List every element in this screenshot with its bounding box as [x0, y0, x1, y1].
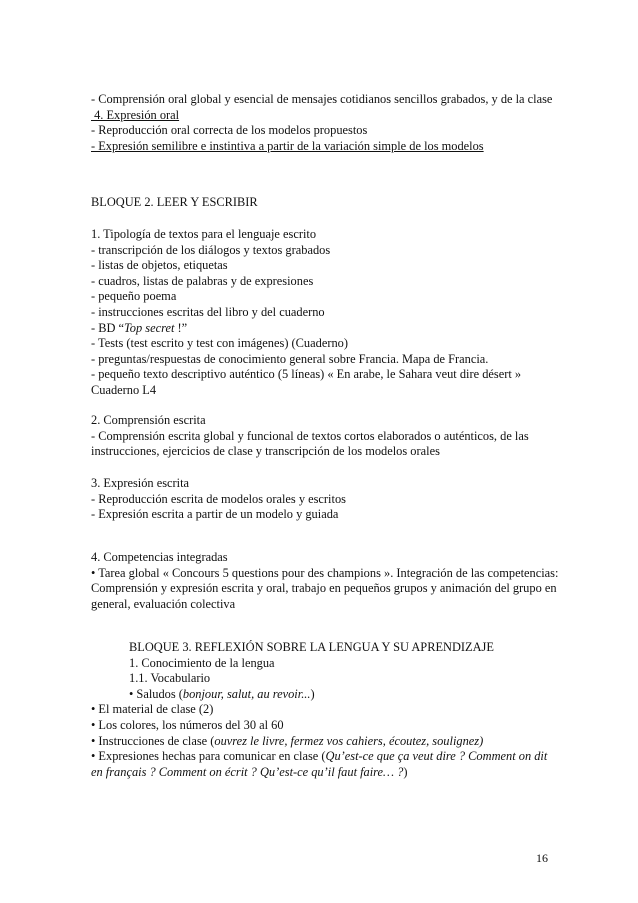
s2-text: - Comprensión escrita global y funcional de textos cortos elaborados o auténticos, de las instrucciones, ejercicios de clase y transcripción de los modelos orales [91, 428, 529, 459]
bloque2-section3 [91, 476, 561, 523]
list-item: - listas de objetos, etiquetas [91, 258, 228, 273]
bloque2-section2 [91, 413, 561, 460]
instr-examples: ouvrez le livre, fermez vos cahiers, écoutez, soulignez) [214, 733, 484, 748]
bd-suffix: !” [174, 320, 188, 335]
bullet-colores: • Los colores, los números del 30 al 60 [91, 717, 284, 732]
bloque2-section4 [91, 550, 561, 612]
bloque3-section [91, 640, 561, 780]
s2-title: 2. Comprensión escrita [91, 413, 206, 427]
s3-title: 3. Expresión escrita [91, 476, 190, 490]
bullet-expresiones [91, 749, 561, 780]
intro-line-3: - Reproducción oral correcta de los modelos propuestos [91, 123, 368, 138]
heading-expresion-oral: 4. Expresión oral [91, 107, 180, 122]
bloque3-title: BLOQUE 3. REFLEXIÓN SOBRE LA LENGUA Y SU APRENDIZAJE [129, 640, 494, 654]
bloque2-title: BLOQUE 2. LEER Y ESCRIBIR [91, 195, 258, 209]
page-number: 16 [536, 851, 548, 865]
bd-title: Top secret [124, 320, 175, 335]
list-item: - pequeño texto descriptivo auténtico (5 líneas) « En arabe, le Sahara veut dire désert » Cuaderno L4 [91, 367, 522, 397]
bloque3-sub1: 1. Conocimiento de la lengua [129, 655, 275, 670]
bloque2-section1 [91, 227, 561, 399]
intro-line-1: - Comprensión oral global y esencial de mensajes cotidianos sencillos grabados, y de la clase [91, 92, 553, 106]
saludos-examples: bonjour, salut, au revoir... [182, 686, 311, 701]
list-item: - Expresión escrita a partir de un modelo y guiada [91, 507, 339, 522]
list-item: - cuadros, listas de palabras y de expresiones [91, 273, 314, 288]
list-item: - Tests (test escrito y test con imágenes) (Cuaderno) [91, 336, 348, 351]
bullet-material: • El material de clase (2) [91, 702, 214, 717]
intro-line-4: - Expresión semilibre e instintiva a partir de la variación simple de los modelos [91, 138, 484, 153]
list-item: - Reproducción escrita de modelos orales y escritos [91, 491, 346, 506]
list-item: - preguntas/respuestas de conocimiento general sobre Francia. Mapa de Francia. [91, 351, 489, 366]
bullet-instrucciones [91, 734, 561, 750]
bullet-saludos [91, 687, 561, 703]
list-item: - instrucciones escritas del libro y del cuaderno [91, 304, 325, 319]
s1-title: 1. Tipología de textos para el lenguaje escrito [91, 227, 317, 241]
list-item-bd [91, 321, 561, 337]
expr-examples: Qu’est-ce que ça veut dire ? Comment on dit en français ? Comment on écrit ? Qu’est-ce qu’il faut faire… ? [91, 749, 548, 779]
saludos-suffix: ) [310, 686, 315, 701]
bd-prefix: - BD “ [91, 320, 125, 335]
s4-title: 4. Competencias integradas [91, 550, 228, 564]
expr-prefix: • Expresiones hechas para comunicar en clase ( [91, 749, 326, 764]
list-item: - transcripción de los diálogos y textos grabados [91, 242, 331, 257]
instr-prefix: • Instrucciones de clase ( [91, 733, 215, 748]
bloque3-sub2: 1.1. Vocabulario [129, 671, 211, 686]
list-item: - pequeño poema [91, 289, 177, 304]
expr-suffix: ) [403, 764, 408, 779]
intro-section [91, 92, 561, 154]
saludos-prefix: • Saludos ( [129, 686, 183, 701]
s4-text: • Tarea global « Concours 5 questions pour des champions ». Integración de las competencias: Comprensión y expresión escrita y oral, trabajo en pequeños grupos y animación del grupo en general, evaluación colectiva [91, 565, 559, 611]
